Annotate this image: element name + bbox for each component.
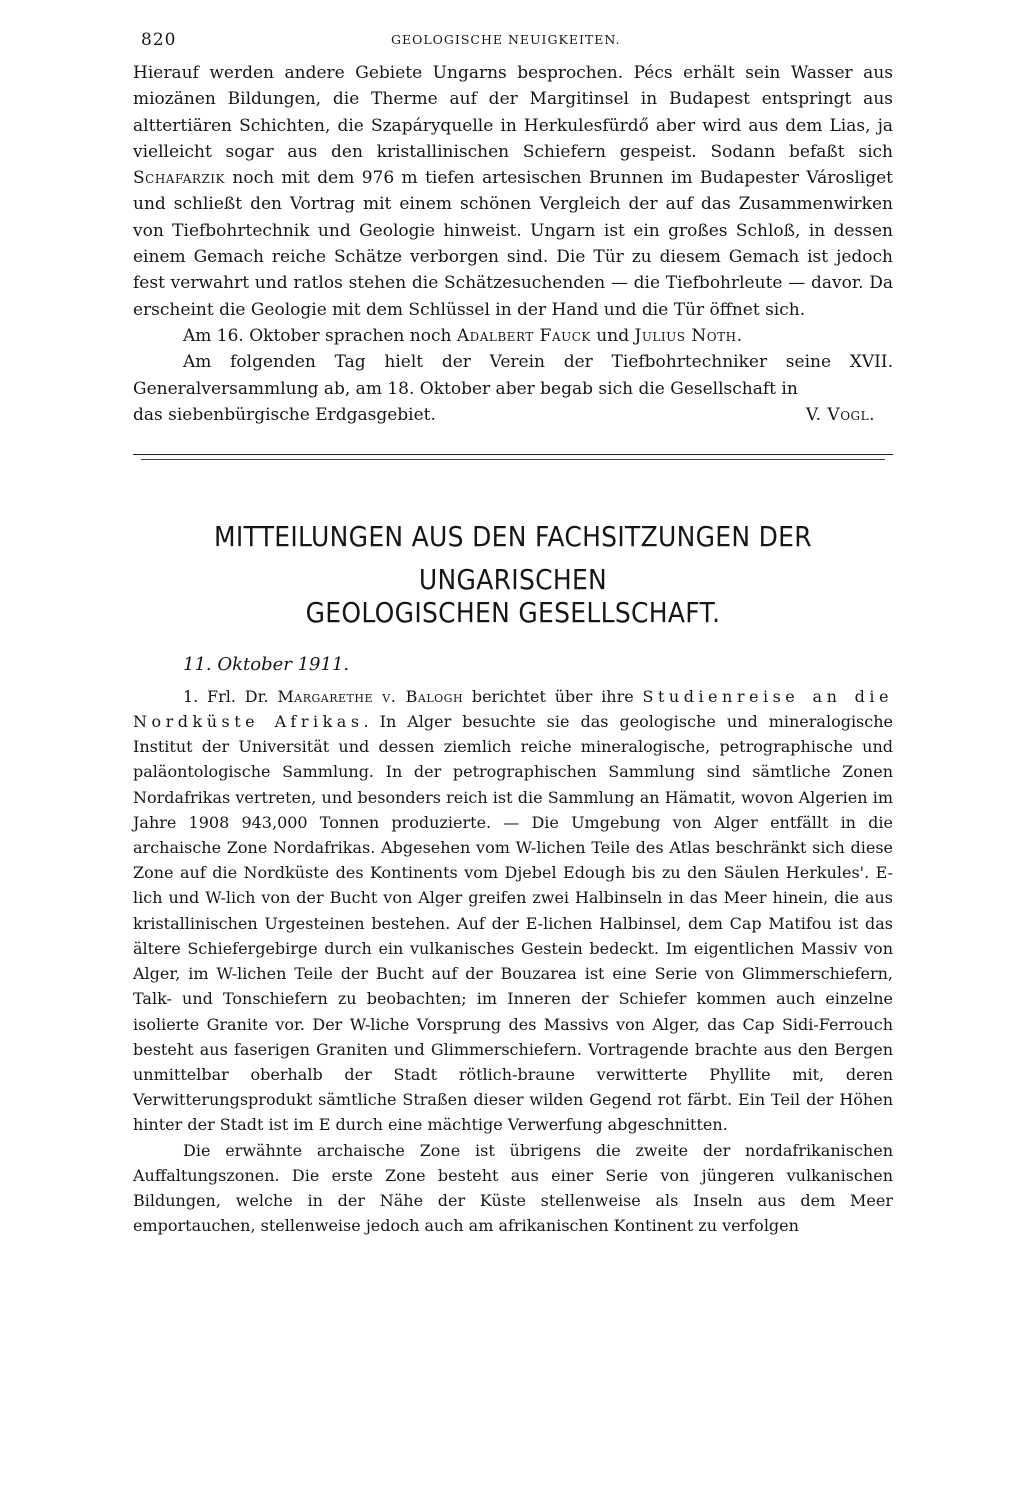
section-paragraph-1 [133,684,893,1138]
divider-rule [141,459,885,460]
text-run: berichtet über ihre [463,686,643,706]
author-name: Schafarzik [133,168,225,189]
running-head [133,26,893,52]
report-paragraph-1 [133,60,893,323]
author-name: Julius Noth [634,325,737,346]
text-run: Am 16. Oktober sprachen noch [183,325,457,346]
author-name: Adalbert Fauck [456,325,591,346]
section-paragraph-2: Die erwähnte archaische Zone ist übrigens die zweite der nordafrikanischen Auffaltungszonen. Die erste Zone besteht aus einer Serie von jüngeren vulkanischen Bildungen, welche in der Nähe der Küste stellenweise als Inseln aus dem Meer emportauchen, stellenweise jedoch auch am afrikanischen Kontinent zu verfolgen [133,1140,893,1236]
report-signature: V. Vogl. [805,404,875,425]
page-number: 820 [141,30,177,50]
report-closing-line [133,402,893,428]
session-date: 11. Oktober 1911. [183,653,350,675]
report-paragraph-3: Am folgenden Tag hielt der Verein der Tiefbohrtechniker seine XVII. Generalversammlung ab, am 18. Oktober aber begab sich die Gesellschaft in [133,352,893,399]
closing-text: das siebenbürgische Erdgasgebiet. [133,404,436,425]
section-heading-line-1: MITTEILUNGEN AUS DEN FACHSITZUNGEN DER UNGARISCHEN [214,520,812,596]
text-run: . [736,325,742,346]
text-run: 1. Frl. Dr. [183,686,278,706]
section-divider [133,450,893,464]
divider-rule [133,454,893,455]
text-run: . In Alger besuchte sie das geologische und mineralogische Institut der Universität und dessen ziemlich reiche mineralogische, petrographische und paläontologische Sammlung. In der petrographischen Sammlung sind sämtliche Zonen Nordafrikas vertreten, und besonders reich ist die Sammlung an Hämatit, wovon Algerien im Jahre 1908 943,000 Tonnen produzierte. — Die Umgebung von Alger entfällt in die archaische Zone Nordafrikas. Abgesehen vom W-lichen Teile des Atlas beschränkt sich diese Zone auf die Nordküste des Kontinents vom Djebel Edough bis zu den Säulen Herkules'. E-lich und W-lich von der Bucht von Alger greifen zwei Halbinseln in das Meer hinein, die aus kristallinischen Urgesteinen bestehen. Auf der E-lichen Halbinsel, dem Cap Matifou ist das ältere Schiefergebirge durch ein vulkanisches Gestein bedeckt. Im eigentlichen Massiv von Alger, im W-lichen Teile der Bucht auf der Bouzarea ist eine Serie von Glimmerschiefern, Talk- und Tonschiefern zu beobachten; im Inneren der Schiefer kommen auch einzelne isolierte Granite vor. Der W-liche Vorsprung des Massivs von Alger, das Cap Sidi-Ferrouch besteht aus faserigen Graniten und Glimmerschiefern. Vortragende brachte aus den Bergen unmittelbar oberhalb der Stadt rötlich-braune verwitterte Phyllite mit, deren Verwitterungsprodukt sämtliche Straßen dieser wilden Gegend rot färbt. Ein Teil der Höhen hinter der Stadt ist im E durch eine mächtige Verwerfung abgeschnitten. [133,712,894,1135]
lecture-title: Studienreise an die Nordküste Afrikas [133,686,894,732]
text-run: Hierauf werden andere Gebiete Ungarns besprochen. Pécs erhält sein Wasser aus miozänen Bildungen, die Therme auf der Margitinsel in Budapest entspringt aus alttertiären Schichten, die Szapáryquelle in Herkulesfürdő aber wird aus dem Lias, ja vielleicht sogar aus den kristallinischen Schiefern gespeist. Sodann befaßt sich [133,63,893,162]
section-heading-line-2: GEOLOGISCHEN GESELLSCHAFT. [305,596,721,629]
journal-page [133,26,893,1238]
text-run: noch mit dem 976 m tiefen artesischen Brunnen im Budapester Városliget und schließt den Vortrag mit einem schönen Vergleich der auf das Zusammenwirken von Tiefbohrtechnik und Geologie hinweist. Ungarn ist ein großes Schloß, in dessen einem Gemach reiche Schätze verborgen sind. Die Tür zu diesem Gemach ist jedoch fest verwahrt und ratlos stehen die Schätzesuchenden — die Tiefbohrleute — davor. Da erscheint die Geologie mit dem Schlüssel in der Hand und die Tür öffnet sich. [133,168,893,320]
running-title: GEOLOGISCHE NEUIGKEITEN. [391,32,621,47]
section-body [133,684,893,1238]
report-paragraph-2 [133,323,893,349]
speaker-name: Margarethe v. Balogh [277,686,464,706]
text-run: und [590,325,635,346]
